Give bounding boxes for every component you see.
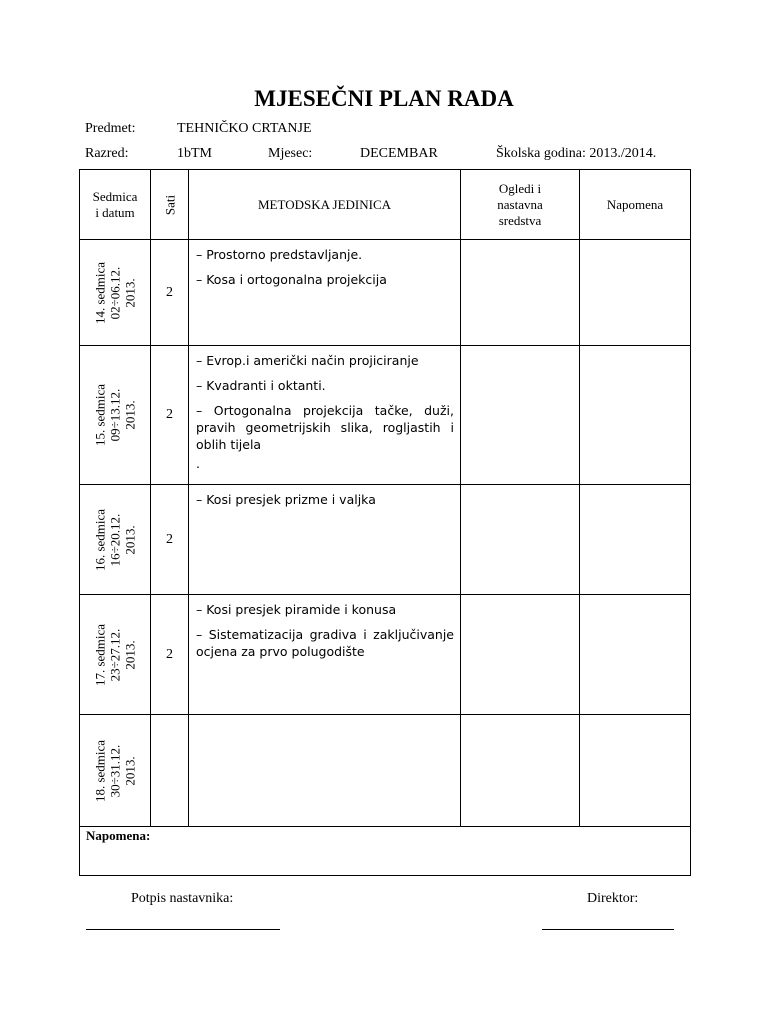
unit-item: – Prostorno predstavljanje. [196, 247, 363, 262]
document-title: MJESEČNI PLAN RADA [254, 86, 514, 111]
note-cell [580, 240, 691, 346]
header-week-line1: Sedmica [92, 188, 138, 204]
week-date-label [93, 384, 138, 446]
hours-cell: 2 [151, 346, 189, 485]
hours-cell [151, 715, 189, 827]
director-signature-line [542, 929, 674, 930]
week-cell [80, 485, 151, 595]
week-number: 17. sedmica [92, 623, 108, 686]
mjesec-label: Mjesec: [268, 146, 313, 161]
week-date-label [93, 623, 138, 685]
footer-note-row [80, 827, 691, 876]
unit-item: – Kosi presjek piramide i konusa [196, 602, 397, 617]
header-row [80, 170, 691, 240]
week-dates: 02÷06.12. [107, 266, 123, 319]
week-year: 2013. [122, 524, 138, 555]
week-number: 14. sedmica [92, 261, 108, 324]
header-aids-line3: sredstva [498, 212, 542, 228]
aids-cell [461, 595, 580, 715]
week-number: 18. sedmica [92, 739, 108, 802]
header-aids-line1: Ogledi i [498, 180, 542, 196]
unit-cell [189, 485, 461, 595]
week-dates: 23÷27.12. [107, 628, 123, 681]
header-aids [461, 170, 580, 240]
week-dates: 16÷20.12. [107, 513, 123, 566]
unit-item: – Kosa i ortogonalna projekcija [196, 272, 387, 287]
week-year: 2013. [122, 400, 138, 430]
header-unit: METODSKA JEDINICA [189, 170, 461, 240]
director-signature-label: Direktor: [587, 891, 639, 906]
unit-cell [189, 595, 461, 715]
week-cell [80, 595, 151, 715]
unit-item: . [196, 456, 200, 471]
week-date-label [93, 261, 138, 323]
header-week-line2: i datum [95, 204, 135, 220]
week-cell [80, 715, 151, 827]
week-year: 2013. [122, 277, 138, 308]
week-number: 16. sedmica [92, 508, 108, 571]
teacher-signature-line [86, 929, 280, 930]
aids-cell [461, 240, 580, 346]
unit-item: – Ortogonalna projekcija tačke, duži, pravih geometrijskih slika, rogljastih i oblih tijela [196, 403, 454, 452]
table-row [80, 346, 691, 485]
predmet-value: TEHNIČKO CRTANJE [177, 121, 312, 136]
header-hours [151, 170, 189, 240]
week-cell [80, 346, 151, 485]
razred-label: Razred: [85, 146, 129, 161]
mjesec-value: DECEMBAR [360, 146, 438, 161]
week-dates: 09÷13.12. [107, 388, 123, 442]
teacher-signature-label: Potpis nastavnika: [131, 891, 234, 906]
header-week [80, 170, 151, 240]
unit-item: – Kosi presjek prizme i valjka [196, 492, 376, 507]
hours-cell: 2 [151, 485, 189, 595]
table-row [80, 485, 691, 595]
table-row [80, 595, 691, 715]
header-hours-label: Sati [162, 194, 177, 215]
week-date-label [93, 508, 138, 570]
note-cell [580, 346, 691, 485]
note-cell [580, 715, 691, 827]
aids-cell [461, 715, 580, 827]
week-cell [80, 240, 151, 346]
table-row [80, 240, 691, 346]
week-dates: 30÷31.12. [107, 744, 123, 797]
aids-cell [461, 346, 580, 485]
unit-item: – Kvadranti i oktanti. [196, 378, 326, 393]
hours-cell: 2 [151, 240, 189, 346]
note-cell [580, 595, 691, 715]
skolska-godina: Školska godina: 2013./2014. [496, 146, 657, 161]
unit-item: – Evrop.i američki način projiciranje [196, 353, 419, 368]
unit-cell [189, 346, 461, 485]
week-year: 2013. [122, 755, 138, 786]
week-year: 2013. [122, 639, 138, 670]
header-note: Napomena [580, 170, 691, 240]
unit-cell [189, 715, 461, 827]
header-aids-line2: nastavna [497, 196, 543, 212]
plan-table [79, 169, 691, 876]
unit-cell [189, 240, 461, 346]
week-number: 15. sedmica [92, 383, 108, 447]
note-cell [580, 485, 691, 595]
footer-note-label: Napomena: [80, 827, 691, 876]
razred-value: 1bTM [177, 146, 212, 161]
aids-cell [461, 485, 580, 595]
unit-item: – Sistematizacija gradiva i zaključivanje ocjena za prvo polugodište [196, 627, 454, 659]
table-row [80, 715, 691, 827]
hours-cell: 2 [151, 595, 189, 715]
week-date-label [93, 739, 138, 801]
predmet-label: Predmet: [85, 121, 136, 136]
